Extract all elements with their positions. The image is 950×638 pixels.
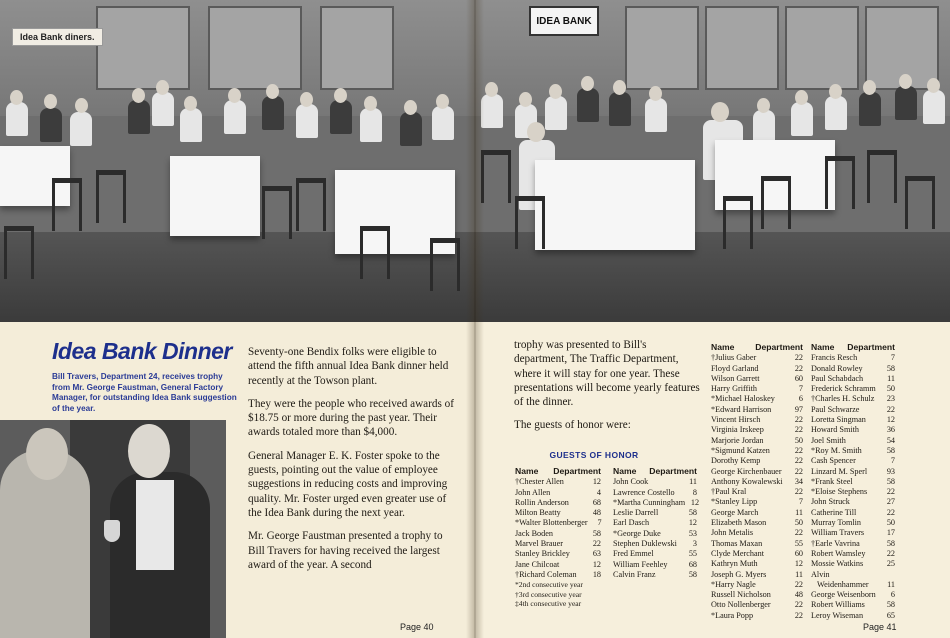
guest-row bbox=[811, 353, 895, 363]
guest-name: †Charles H. Schulz bbox=[811, 394, 875, 404]
paragraph: General Manager E. K. Foster spoke to the guests, pointing out the value of employee suggestions in reducing costs and improving quality. Mr. Foster urged even greater use of the Idea Bank during the next year. bbox=[248, 449, 448, 519]
guest-department: 12 bbox=[592, 477, 601, 487]
guest-department: 58 bbox=[886, 538, 895, 548]
guest-row bbox=[811, 580, 895, 590]
guest-name: Howard Smith bbox=[811, 425, 859, 435]
guests-heading: GUESTS OF HONOR bbox=[549, 450, 639, 460]
guest-row bbox=[711, 364, 803, 374]
guest-department: 65 bbox=[886, 610, 895, 620]
guest-row bbox=[811, 528, 895, 538]
guest-list-column-3 bbox=[711, 342, 803, 621]
guest-department: 25 bbox=[886, 559, 895, 569]
guest-department: 12 bbox=[688, 518, 697, 528]
guest-row bbox=[811, 467, 895, 477]
guest-list-column-1 bbox=[515, 466, 601, 580]
guest-row bbox=[711, 374, 803, 384]
guest-name: Calvin Franz bbox=[613, 569, 656, 579]
header-name: Name bbox=[515, 466, 539, 476]
guest-name: Marvel Brauer bbox=[515, 539, 563, 549]
guest-row bbox=[711, 600, 803, 610]
guest-name: John Struck bbox=[811, 497, 850, 507]
guest-name: Clyde Merchant bbox=[711, 548, 764, 558]
guest-department: 54 bbox=[886, 435, 895, 445]
guest-row bbox=[811, 600, 895, 610]
guest-row bbox=[811, 384, 895, 394]
guest-name: Paul Schwarze bbox=[811, 404, 860, 414]
guest-row bbox=[811, 374, 895, 384]
guest-row bbox=[711, 415, 803, 425]
photo-caption: Idea Bank diners. bbox=[12, 28, 103, 46]
guest-name: Weidenhammer bbox=[811, 579, 869, 589]
guest-name: Joseph G. Myers bbox=[711, 569, 767, 579]
guest-department: 12 bbox=[886, 415, 895, 425]
guest-list-column-2 bbox=[613, 466, 700, 580]
guest-row bbox=[613, 549, 697, 559]
guest-row bbox=[811, 539, 895, 549]
guest-name: Leslie Darrell bbox=[613, 508, 659, 518]
guest-name: *Eloise Stephens bbox=[811, 487, 868, 497]
guest-name: *George Duke bbox=[613, 528, 661, 538]
guest-department: 68 bbox=[592, 497, 601, 507]
guest-name: *Edward Harrison bbox=[711, 404, 772, 414]
guest-name: Jane Chilcoat bbox=[515, 559, 560, 569]
guest-department: 22 bbox=[794, 528, 803, 538]
right-page bbox=[475, 0, 950, 638]
guest-row bbox=[711, 570, 803, 580]
guest-name: George Weisenborn bbox=[811, 590, 876, 600]
guest-name: Elizabeth Mason bbox=[711, 518, 767, 528]
guest-department: 55 bbox=[794, 538, 803, 548]
guest-name: Rollin Anderson bbox=[515, 497, 569, 507]
paragraph: The guests of honor were: bbox=[514, 419, 631, 432]
guest-department: 63 bbox=[592, 549, 601, 559]
paragraph: They were the people who received awards of $18.75 or more during the past year. Their awards totaled more than $4,000. bbox=[248, 397, 454, 439]
guest-row bbox=[613, 497, 700, 508]
guest-name: Thomas Maxan bbox=[711, 538, 763, 548]
guest-department: 6 bbox=[798, 394, 803, 404]
guest-row bbox=[711, 590, 803, 600]
guest-department: 11 bbox=[795, 507, 803, 517]
guest-name: *Martha Cunningham bbox=[613, 497, 686, 507]
guest-row bbox=[613, 570, 697, 580]
guest-department: 22 bbox=[794, 610, 803, 620]
guest-department: 18 bbox=[592, 569, 601, 579]
guest-department: 17 bbox=[886, 528, 895, 538]
guest-name: Marjorie Jordan bbox=[711, 435, 764, 445]
guest-row bbox=[711, 436, 803, 446]
guest-department: 3 bbox=[692, 539, 697, 549]
guest-name: Alvin bbox=[811, 569, 830, 579]
article-title: Idea Bank Dinner bbox=[52, 338, 232, 364]
guest-department: 48 bbox=[592, 508, 601, 518]
guest-name: Milton Beatty bbox=[515, 508, 561, 518]
guest-department: 60 bbox=[794, 548, 803, 558]
guest-row bbox=[613, 477, 697, 487]
guest-name: †Earle Vavrina bbox=[811, 538, 860, 548]
guest-name: Floyd Garland bbox=[711, 363, 759, 373]
guest-row bbox=[515, 570, 601, 580]
article-body-left bbox=[248, 345, 458, 581]
guest-name: Paul Schabdach bbox=[811, 373, 864, 383]
guest-row bbox=[811, 559, 895, 569]
guest-name: Linzard M. Sperl bbox=[811, 466, 868, 476]
paragraph: trophy was presented to Bill's department, The Traffic Department, where it will stay for one year. These presentations will become yearly features of the dinner. bbox=[514, 339, 700, 409]
guest-row bbox=[515, 518, 601, 528]
guest-department: 50 bbox=[794, 518, 803, 528]
guest-name: *Frank Steel bbox=[811, 476, 853, 486]
guest-department: 22 bbox=[794, 466, 803, 476]
guest-name: †Chester Allen bbox=[515, 477, 564, 487]
guest-name: Russell Nicholson bbox=[711, 590, 771, 600]
guest-name: †Julius Gaber bbox=[711, 353, 757, 363]
guest-row bbox=[811, 394, 895, 404]
guest-name: Stanley Brickley bbox=[515, 549, 570, 559]
guest-name: *Harry Nagle bbox=[711, 579, 756, 589]
guest-row bbox=[515, 529, 601, 539]
guest-department: 12 bbox=[794, 559, 803, 569]
guest-row bbox=[711, 611, 803, 621]
list-header bbox=[613, 466, 697, 476]
guest-row bbox=[711, 477, 803, 487]
guest-name: Lawrence Costello bbox=[613, 487, 675, 497]
note-line: ‡4th consecutive year bbox=[515, 599, 582, 608]
guest-row bbox=[711, 518, 803, 528]
guest-department: 22 bbox=[794, 487, 803, 497]
guest-row bbox=[613, 529, 697, 539]
guest-row bbox=[711, 446, 803, 456]
guest-department: 22 bbox=[794, 425, 803, 435]
guest-row bbox=[711, 497, 803, 507]
guest-row bbox=[711, 467, 803, 477]
guest-department: 55 bbox=[688, 549, 697, 559]
guest-row bbox=[515, 498, 601, 508]
guest-row bbox=[711, 508, 803, 518]
guest-row bbox=[711, 405, 803, 415]
guest-row bbox=[811, 405, 895, 415]
guest-department: 22 bbox=[886, 404, 895, 414]
guest-name: Dorothy Kemp bbox=[711, 456, 761, 466]
guest-department: 7 bbox=[890, 353, 895, 363]
guest-row bbox=[811, 436, 895, 446]
guest-row bbox=[811, 508, 895, 518]
guest-department: 27 bbox=[886, 497, 895, 507]
idea-bank-sign: IDEA BANK bbox=[529, 6, 599, 36]
guest-name: Leroy Wiseman bbox=[811, 610, 864, 620]
list-header bbox=[811, 342, 895, 352]
guest-name: Cash Spencer bbox=[811, 456, 856, 466]
guest-row bbox=[811, 415, 895, 425]
guest-name: Donald Rowley bbox=[811, 363, 863, 373]
guest-name: *Walter Blottenberger bbox=[515, 518, 588, 528]
guest-department: 58 bbox=[886, 445, 895, 455]
guest-row bbox=[613, 518, 697, 528]
guest-department: 53 bbox=[688, 528, 697, 538]
guest-name: George Kirchenbauer bbox=[711, 466, 782, 476]
guest-department: 7 bbox=[798, 384, 803, 394]
paragraph: Mr. George Faustman presented a trophy to Bill Travers for having received the largest award of the year. A second bbox=[248, 530, 443, 571]
guest-row bbox=[711, 580, 803, 590]
guest-name: Harry Griffith bbox=[711, 384, 758, 394]
guest-department: 11 bbox=[887, 373, 895, 383]
guest-name: Stephen Duklewski bbox=[613, 539, 677, 549]
guest-department: 22 bbox=[794, 445, 803, 455]
guest-name: Vincent Hirsch bbox=[711, 415, 761, 425]
guest-name: Francis Resch bbox=[811, 353, 858, 363]
guest-name: John Allen bbox=[515, 487, 551, 497]
guest-name: Murray Tomlin bbox=[811, 518, 861, 528]
top-right-dining-photo bbox=[475, 0, 950, 322]
guest-department: 6 bbox=[890, 590, 895, 600]
guest-row bbox=[515, 549, 601, 559]
paragraph: Seventy-one Bendix folks were eligible to attend the fifth annual Idea Bank dinner held recently at the Towson plant. bbox=[248, 346, 449, 387]
guest-row bbox=[811, 570, 895, 580]
guest-department: 7 bbox=[597, 518, 602, 528]
note-line: †3rd consecutive year bbox=[515, 589, 582, 599]
header-department: Department bbox=[755, 342, 803, 352]
guest-row bbox=[711, 394, 803, 404]
guest-department: 11 bbox=[887, 579, 895, 589]
guest-department: 22 bbox=[794, 415, 803, 425]
guest-department: 4 bbox=[596, 487, 601, 497]
guest-name: *Roy M. Smith bbox=[811, 445, 862, 455]
header-department: Department bbox=[553, 466, 601, 476]
guest-name: Robert Williams bbox=[811, 600, 865, 610]
guest-name: George March bbox=[711, 507, 759, 517]
header-name: Name bbox=[811, 342, 835, 352]
guest-department bbox=[881, 570, 895, 580]
header-department: Department bbox=[649, 466, 697, 476]
guest-department: 7 bbox=[890, 456, 895, 466]
guest-name: Otto Nollenberger bbox=[711, 600, 771, 610]
list-header bbox=[515, 466, 601, 476]
guest-name: Loretta Singman bbox=[811, 415, 866, 425]
guest-row bbox=[811, 477, 895, 487]
guest-name: John Metalis bbox=[711, 528, 754, 538]
guest-name: *Laura Popp bbox=[711, 610, 754, 620]
guest-name: Mossie Watkins bbox=[811, 559, 864, 569]
consecutive-year-notes bbox=[515, 580, 583, 609]
top-left-dining-photo bbox=[0, 0, 475, 322]
guest-department: 50 bbox=[886, 384, 895, 394]
guest-name: Virginia Irskeep bbox=[711, 425, 764, 435]
guest-department: 22 bbox=[592, 539, 601, 549]
guest-department: 22 bbox=[886, 548, 895, 558]
guest-department: 22 bbox=[794, 600, 803, 610]
guest-department: 8 bbox=[692, 487, 697, 497]
guest-row bbox=[711, 559, 803, 569]
guest-department: 93 bbox=[886, 466, 895, 476]
guest-row bbox=[711, 549, 803, 559]
guest-department: 12 bbox=[690, 497, 700, 507]
guest-list-column-4 bbox=[811, 342, 895, 621]
guest-department: 36 bbox=[886, 425, 895, 435]
guest-department: 12 bbox=[592, 559, 601, 569]
guest-department: 22 bbox=[886, 487, 895, 497]
guest-department: 23 bbox=[886, 394, 895, 404]
guest-department: 48 bbox=[794, 590, 803, 600]
guest-department: 50 bbox=[794, 435, 803, 445]
guest-row bbox=[613, 560, 697, 570]
guest-name: Wilson Garrett bbox=[711, 373, 760, 383]
guest-row bbox=[711, 456, 803, 466]
guest-row bbox=[515, 477, 601, 487]
guest-department: 11 bbox=[795, 569, 803, 579]
guest-department: 22 bbox=[886, 507, 895, 517]
header-name: Name bbox=[711, 342, 735, 352]
guest-department: 34 bbox=[794, 476, 803, 486]
guest-department: 11 bbox=[689, 477, 697, 487]
guest-name: †Richard Coleman bbox=[515, 569, 577, 579]
guest-row bbox=[711, 528, 803, 538]
guest-row bbox=[711, 384, 803, 394]
guest-row bbox=[613, 488, 697, 498]
guest-row bbox=[711, 487, 803, 497]
guest-row bbox=[811, 456, 895, 466]
guest-row bbox=[613, 508, 697, 518]
trophy-photo-caption: Bill Travers, Department 24, receives trophy from Mr. George Faustman, General Factory Manager, for outstanding Idea Bank suggestion of the year. bbox=[52, 372, 237, 413]
guest-department: 50 bbox=[886, 518, 895, 528]
guest-row bbox=[711, 353, 803, 363]
guest-row bbox=[811, 487, 895, 497]
guest-department: 7 bbox=[798, 497, 803, 507]
guest-row bbox=[811, 364, 895, 374]
guest-name: Frederick Schramm bbox=[811, 384, 876, 394]
guest-department: 22 bbox=[794, 579, 803, 589]
guest-department: 22 bbox=[794, 353, 803, 363]
guest-row bbox=[811, 518, 895, 528]
guest-row bbox=[711, 539, 803, 549]
guest-name: †Paul Kral bbox=[711, 487, 747, 497]
guest-name: Fred Emmel bbox=[613, 549, 654, 559]
guest-name: Robert Wamsley bbox=[811, 548, 866, 558]
guest-name: Joel Smith bbox=[811, 435, 846, 445]
guest-department: 58 bbox=[592, 528, 601, 538]
guest-row bbox=[613, 539, 697, 549]
guest-department: 58 bbox=[886, 476, 895, 486]
note-line: *2nd consecutive year bbox=[515, 580, 583, 589]
guest-department: 58 bbox=[886, 600, 895, 610]
guest-name: *Sigmund Katzen bbox=[711, 445, 770, 455]
guest-name: Earl Dasch bbox=[613, 518, 650, 528]
guest-row bbox=[515, 508, 601, 518]
guest-department: 22 bbox=[794, 456, 803, 466]
page-number-left: Page 40 bbox=[400, 622, 434, 632]
trophy-presentation-photo bbox=[0, 420, 226, 638]
guest-department: 58 bbox=[688, 508, 697, 518]
guest-name: William Feehley bbox=[613, 559, 668, 569]
guest-row bbox=[811, 549, 895, 559]
guest-row bbox=[811, 446, 895, 456]
guest-name: William Travers bbox=[811, 528, 865, 538]
guest-row bbox=[515, 539, 601, 549]
guest-department: 97 bbox=[794, 404, 803, 414]
guest-name: Kathryn Muth bbox=[711, 559, 758, 569]
guest-name: Anthony Kowalewski bbox=[711, 476, 783, 486]
header-department: Department bbox=[847, 342, 895, 352]
guest-name: Catherine Till bbox=[811, 507, 857, 517]
guest-department: 58 bbox=[886, 363, 895, 373]
header-name: Name bbox=[613, 466, 637, 476]
guest-department: 60 bbox=[794, 373, 803, 383]
guest-name: Jack Boden bbox=[515, 528, 553, 538]
guest-department: 58 bbox=[688, 569, 697, 579]
article-body-right bbox=[514, 338, 700, 442]
guest-row bbox=[515, 560, 601, 570]
page-number-right: Page 41 bbox=[863, 622, 897, 632]
guest-row bbox=[811, 497, 895, 507]
guest-row bbox=[811, 611, 895, 621]
list-header bbox=[711, 342, 803, 352]
guest-department: 22 bbox=[794, 363, 803, 373]
guest-row bbox=[515, 488, 601, 498]
guest-name: *Michael Haloskey bbox=[711, 394, 775, 404]
guest-department: 68 bbox=[688, 559, 697, 569]
guest-name: John Cook bbox=[613, 477, 649, 487]
guest-row bbox=[811, 425, 895, 435]
guest-row bbox=[711, 425, 803, 435]
guest-row bbox=[811, 590, 895, 600]
guest-name: *Stanley Lipp bbox=[711, 497, 758, 507]
